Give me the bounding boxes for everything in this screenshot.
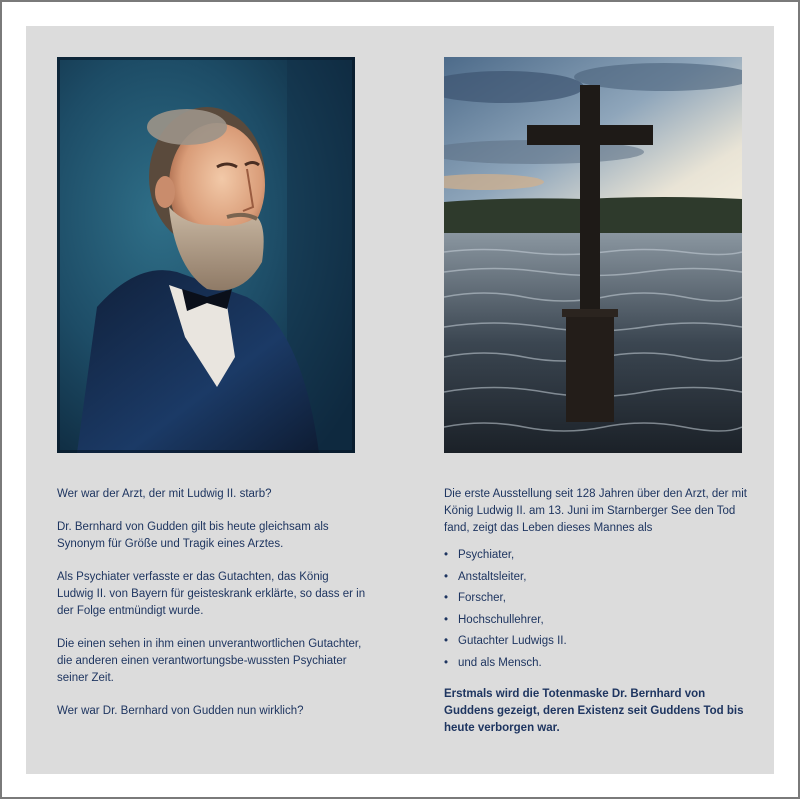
role-list <box>444 547 754 676</box>
left-text-column <box>57 486 367 736</box>
cross-in-lake-photo <box>444 57 742 453</box>
list-item: • Forscher, <box>444 590 754 612</box>
psychiatrist-paragraph: Als Psychiater verfasste er das Gutachten, das König Ludwig II. von Bayern für geisteskrank erklärte, so dass er in der Folge entmündigt wurde. <box>57 571 366 617</box>
list-item: • Gutachter Ludwigs II. <box>444 633 754 655</box>
portrait-painting <box>57 57 355 453</box>
list-item: • und als Mensch. <box>444 655 754 677</box>
opinions-paragraph: Die einen sehen in ihm einen unverantwortlichen Gutachter, die anderen einen verantwortungsbe-wussten Psychiater seiner Zeit. <box>57 638 362 684</box>
right-text-column <box>444 486 754 753</box>
exhibition-intro: Die erste Ausstellung seit 128 Jahren über den Arzt, der mit König Ludwig II. am 13. Juni im Starnberger See den Tod fand, zeigt das Leben dieses Mannes als <box>444 488 747 534</box>
question-heading: Wer war der Arzt, der mit Ludwig II. starb? <box>57 488 272 500</box>
closing-question: Wer war Dr. Bernhard von Gudden nun wirklich? <box>57 705 304 717</box>
list-item: • Psychiater, <box>444 547 754 569</box>
intro-paragraph: Dr. Bernhard von Gudden gilt bis heute gleichsam als Synonym für Größe und Tragik eines Arztes. <box>57 521 329 550</box>
list-item: • Hochschullehrer, <box>444 612 754 634</box>
list-item: • Anstaltsleiter, <box>444 569 754 591</box>
death-mask-announcement: Erstmals wird die Totenmaske Dr. Bernhard von Guddens gezeigt, deren Existenz seit Guddens Tod bis heute verborgen war. <box>444 688 744 734</box>
